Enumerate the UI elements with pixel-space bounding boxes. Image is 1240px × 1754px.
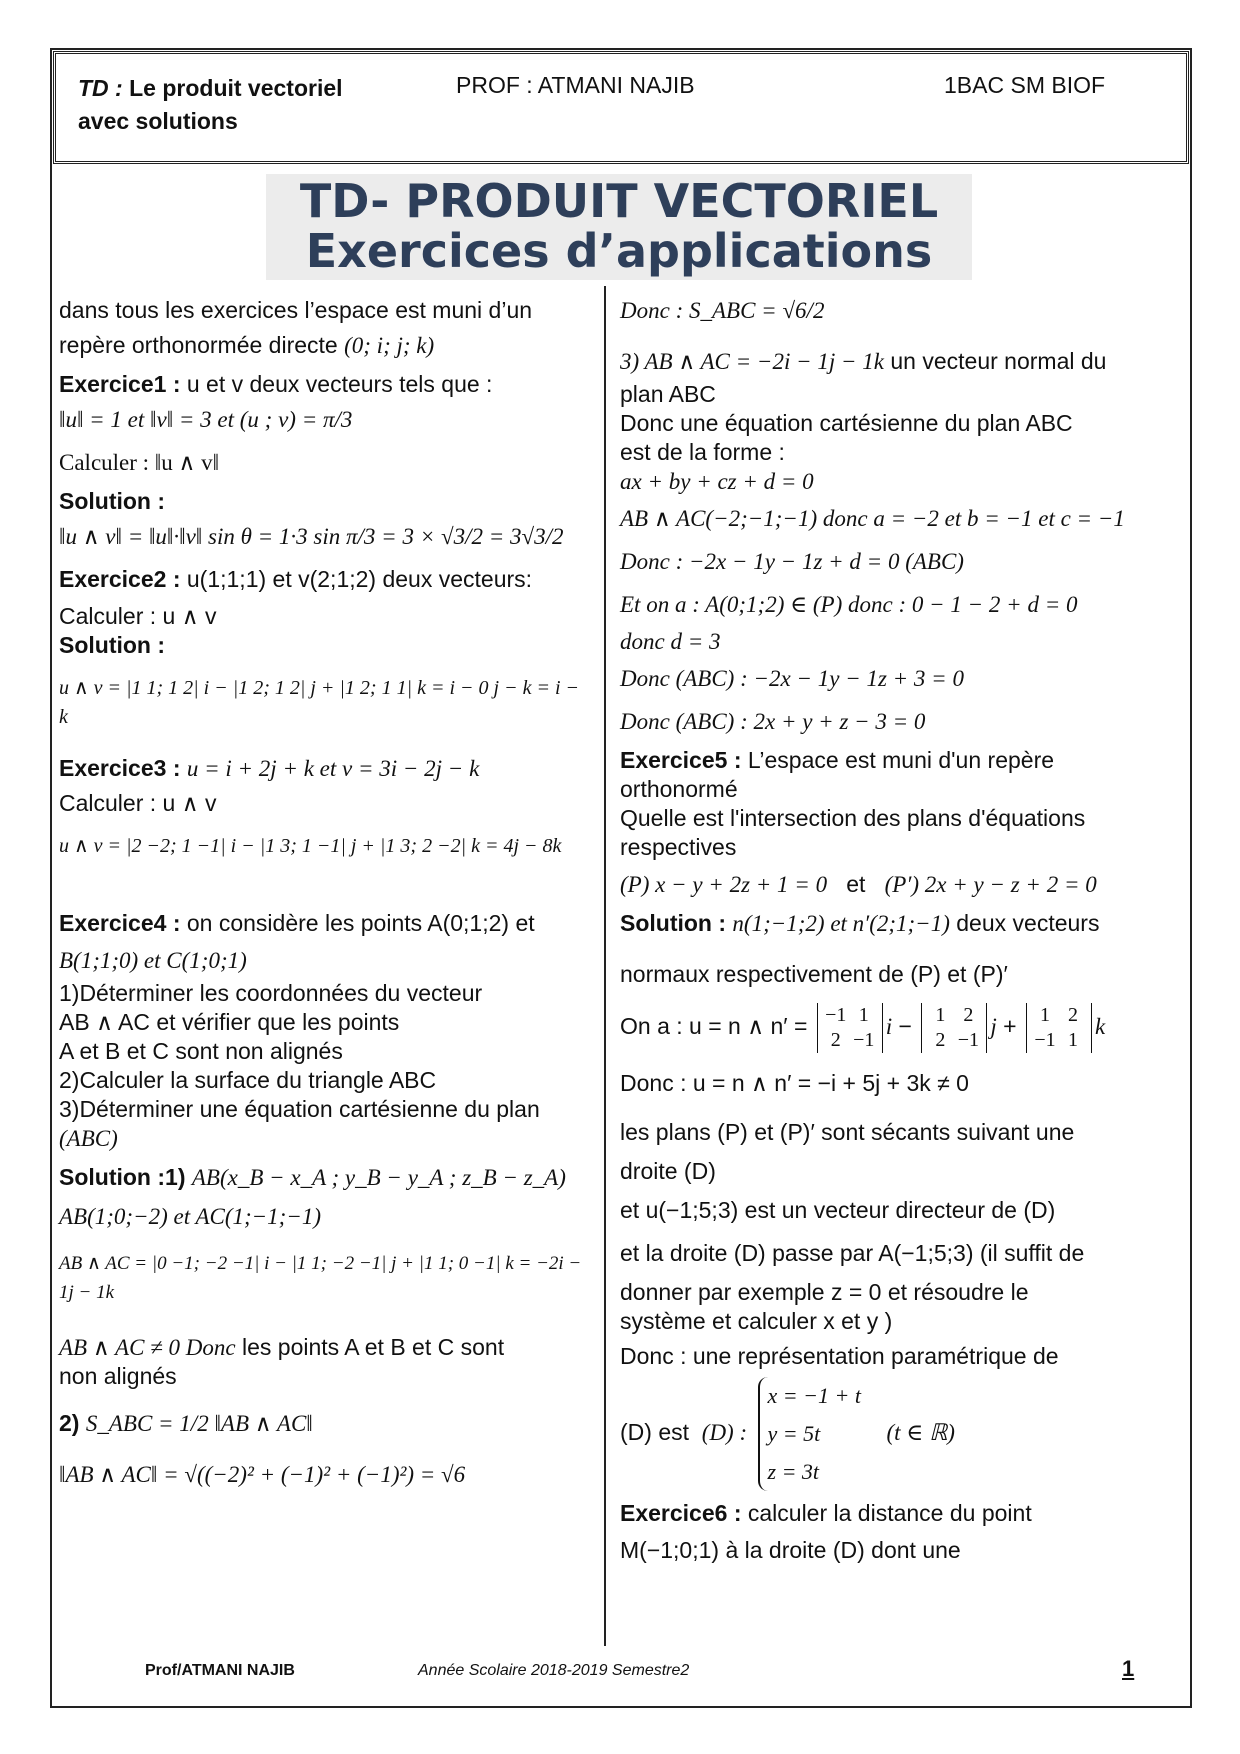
ex5-t3: Quelle est l'intersection des plans d'équations: [620, 805, 1086, 831]
r2a: 3) AB ∧ AC = −2i − 1j − 1k: [620, 349, 884, 374]
r3: plan ABC: [620, 381, 716, 407]
sol4-l1: AB(x_B − x_A ; y_B − y_A ; z_B − z_A): [191, 1165, 566, 1190]
r7: AB ∧ AC(−2;−1;−1) donc a = −2 et b = −1 et c = −1: [620, 506, 1125, 531]
sol5-t12b: (D) :: [701, 1420, 748, 1446]
ex6-t1: calculer la distance du point: [747, 1500, 1032, 1526]
ex3-text: u = i + 2j + k et v = 3i − 2j − k: [186, 756, 480, 781]
intro-line-2: repère orthonormée directe: [59, 332, 338, 358]
footer-page-number: 1: [1122, 1656, 1135, 1681]
ex3-label: Exercice3 :: [59, 755, 181, 781]
sol5-t1b: deux vecteurs: [956, 910, 1100, 936]
ex2-label: Exercice2 :: [59, 566, 181, 592]
sol5-label: Solution :: [620, 910, 727, 936]
title-banner: [266, 174, 972, 280]
ex4-q3b: (ABC): [59, 1126, 118, 1151]
sol3-math: u ∧ v = |2 −2; 1 −1| i − |1 3; 1 −1| j + |1 3; 2 −2| k = 4j − 8k: [59, 835, 562, 857]
sol5-t10: système et calculer x et y ): [620, 1308, 893, 1334]
sol5-t4: Donc : u = n ∧ n′ = −i + 5j + 3k ≠ 0: [620, 1070, 969, 1096]
sol5-t12a: (D) est: [620, 1419, 689, 1446]
ex5-t2: orthonormé: [620, 776, 738, 802]
sol5-t5: les plans (P) et (P)′ sont sécants suivant une: [620, 1119, 1075, 1145]
ex5-t1: L’espace est muni d'un repère: [747, 747, 1055, 773]
sol4-2-label: 2): [59, 1410, 80, 1436]
td-title-2: avec solutions: [78, 108, 238, 134]
sol5-t7: et u(−1;5;3) est un vecteur directeur de (D): [620, 1197, 1056, 1223]
ex5-label: Exercice5 :: [620, 747, 742, 773]
r5: est de la forme :: [620, 439, 785, 465]
ex4-text-1: on considère les points A(0;1;2) et: [186, 910, 535, 936]
sol4-2-math2: ‖AB ∧ AC‖ = √((−2)² + (−1)² + (−1)²) = √6: [59, 1462, 466, 1487]
sol5-t3: On a : u = n ∧ n′ =: [620, 1013, 808, 1040]
ex4-text-2: B(1;1;0) et C(1;0;1): [59, 948, 247, 973]
ex1-calc: Calculer : ‖u ∧ v‖: [59, 450, 220, 475]
r12: Donc (ABC) : 2x + y + z − 3 = 0: [620, 709, 926, 734]
ex3-calc: Calculer : u ∧ v: [59, 790, 217, 816]
ex4-q2: 2)Calculer la surface du triangle ABC: [59, 1067, 437, 1093]
ex1-label: Exercice1 :: [59, 371, 181, 397]
sol5-t9: donner par exemple z = 0 et résoudre le: [620, 1279, 1029, 1305]
ex4-label: Exercice4 :: [59, 910, 181, 936]
sol2-label: Solution :: [59, 632, 166, 658]
ex2-text: u(1;1;1) et v(2;1;2) deux vecteurs:: [186, 566, 533, 592]
r8: Donc : −2x − 1y − 1z + d = 0 (ABC): [620, 549, 964, 574]
ex1-math: ‖u‖ = 1 et ‖v‖ = 3 et (u ; v) = π/3: [59, 407, 353, 432]
sol1-math: ‖u ∧ v‖ = ‖u‖·‖v‖ sin θ = 1·3 sin π/3 = 3 × √3/2 = 3√3/2: [59, 524, 564, 549]
sys-x: x = −1 + t: [767, 1383, 861, 1408]
r4: Donc une équation cartésienne du plan ABC: [620, 410, 1073, 436]
header-box: [53, 51, 1189, 164]
ex6-t2: M(−1;0;1) à la droite (D) dont une: [620, 1537, 961, 1563]
sys-t: (t ∈ ℝ): [886, 1420, 955, 1446]
title-line-1: TD- PRODUIT VECTORIEL: [299, 174, 939, 228]
ex5-m2: (P′) 2x + y − z + 2 = 0: [884, 872, 1097, 897]
sol4-l4b: les points A et B et C sont: [242, 1334, 505, 1360]
det-2: 1 2 2 −1: [921, 1003, 987, 1053]
r2b: un vecteur normal du: [890, 348, 1107, 374]
left-column: [59, 296, 589, 1489]
sol5-t8: et la droite (D) passe par A(−1;5;3) (il suffit de: [620, 1240, 1085, 1266]
sol5-t2: normaux respectivement de (P) et (P)′: [620, 961, 1008, 987]
ex4-q1a: 1)Déterminer les coordonnées du vecteur: [59, 980, 483, 1006]
det-1: −1 1 2 −1: [817, 1003, 883, 1053]
sol4-l2: AB(1;0;−2) et AC(1;−1;−1): [59, 1204, 322, 1229]
intro-math: (0; i; j; k): [344, 333, 435, 358]
td-label: TD :: [78, 75, 123, 101]
r1: Donc : S_ABC = √6/2: [620, 298, 825, 323]
right-column: Donc : S_ABC = √6/2 3) AB ∧ AC = −2i − 1j − 1k un vecteur normal du plan ABC Donc une équation cartésienne du plan ABC est de la forme : ax + by + cz + d = 0 AB ∧ AC(−2;−1;−1) donc a = −2 et b = −1 et c = −1 Donc : −2x − 1y − 1z + d = 0 (ABC) Et on a : A(0;1;2) ∈ (P) donc : 0 − 1 − 2 + d = 0 donc d = 3 Donc (ABC) : −2x − 1y − 1z + 3 = 0 Donc (ABC) : 2x + y + z − 3 = 0 Exercice5 : L’espace est muni d'un repère orthonormé Quelle est l'intersection des plans d'équations respectives (P) x − y + 2z + 1 = 0 et (P′) 2x + y − z + 2 = 0 Solution : n(1;−1;2) et n′(2;1;−1) deux vecteurs normaux respectivement de (P) et (P)′ On a : u = n ∧ n′ = −1 1 2 −1i − 1 2 2 −1j + 1 2 −1 1k Donc : u = n ∧ n′ = −i + 5j + 3k ≠ 0 les plans (P) et (P)′ sont sécants suivant une droite (D) et u(−1;5;3) est un vecteur directeur de (D) et la droite (D) passe par A(−1;5;3) (il suffit de donner par exemple z = 0 et résoudre le système et calculer x et y ) Donc : une représentation paramétrique de (D) est (D) : x = −1 + t y = 5t z = 3t (t ∈ ℝ) Exercice6 : calculer la distance du point M(−1;0;1) à la droite (D) dont une: [620, 290, 1180, 1565]
footer-year: Année Scolaire 2018-2019 Semestre2: [418, 1662, 690, 1679]
ex5-t4: respectives: [620, 834, 737, 860]
header-prof: PROF : ATMANI NAJIB: [456, 72, 695, 98]
sol4-2-math: S_ABC = 1/2 ‖AB ∧ AC‖: [85, 1411, 313, 1436]
sol4-l4a: AB ∧ AC ≠ 0 Donc: [59, 1335, 236, 1360]
column-divider: [604, 286, 606, 1646]
sol5-t6: droite (D): [620, 1158, 716, 1184]
sol4-l3: AB ∧ AC = |0 −1; −2 −1| i − |1 1; −2 −1| j + |1 1; 0 −1| k = −2i − 1j − 1k: [59, 1253, 582, 1303]
title-line-2: Exercices d’applications: [305, 224, 933, 278]
header-title: [78, 72, 343, 138]
r6: ax + by + cz + d = 0: [620, 469, 814, 494]
ex6-label: Exercice6 :: [620, 1500, 742, 1526]
sys-y: y = 5t: [767, 1421, 821, 1446]
r11: Donc (ABC) : −2x − 1y − 1z + 3 = 0: [620, 666, 964, 691]
sol1-label: Solution :: [59, 488, 166, 514]
td-title-1: Le produit vectoriel: [129, 75, 343, 101]
sol2-math: u ∧ v = |1 1; 1 2| i − |1 2; 1 2| j + |1 2; 1 1| k = i − 0 j − k = i − k: [59, 677, 579, 728]
ex2-calc: Calculer : u ∧ v: [59, 603, 217, 629]
sys-z: z = 3t: [767, 1459, 820, 1484]
det-3: 1 2 −1 1: [1026, 1003, 1092, 1053]
r9: Et on a : A(0;1;2) ∈ (P) donc : 0 − 1 − 2 + d = 0: [620, 592, 1078, 617]
footer-author: Prof/ATMANI NAJIB: [145, 1662, 295, 1679]
ex5-et: et: [846, 871, 866, 897]
ex4-q1b: AB ∧ AC et vérifier que les points: [59, 1009, 400, 1035]
ex4-q3a: 3)Déterminer une équation cartésienne du plan: [59, 1096, 540, 1122]
param-system: [758, 1377, 861, 1491]
r10: donc d = 3: [620, 629, 721, 654]
intro-line-1: dans tous les exercices l’espace est muni d’un: [59, 297, 533, 323]
sol5-t11: Donc : une représentation paramétrique de: [620, 1343, 1059, 1369]
sol5-t1: n(1;−1;2) et n′(2;1;−1): [732, 911, 950, 936]
sol4-label: Solution :1): [59, 1164, 186, 1190]
ex1-text: u et v deux vecteurs tels que :: [186, 371, 493, 397]
sol4-l4c: non alignés: [59, 1363, 177, 1389]
ex5-m1: (P) x − y + 2z + 1 = 0: [620, 872, 828, 897]
header-level: 1BAC SM BIOF: [944, 72, 1106, 98]
ex4-q1c: A et B et C sont non alignés: [59, 1038, 343, 1064]
